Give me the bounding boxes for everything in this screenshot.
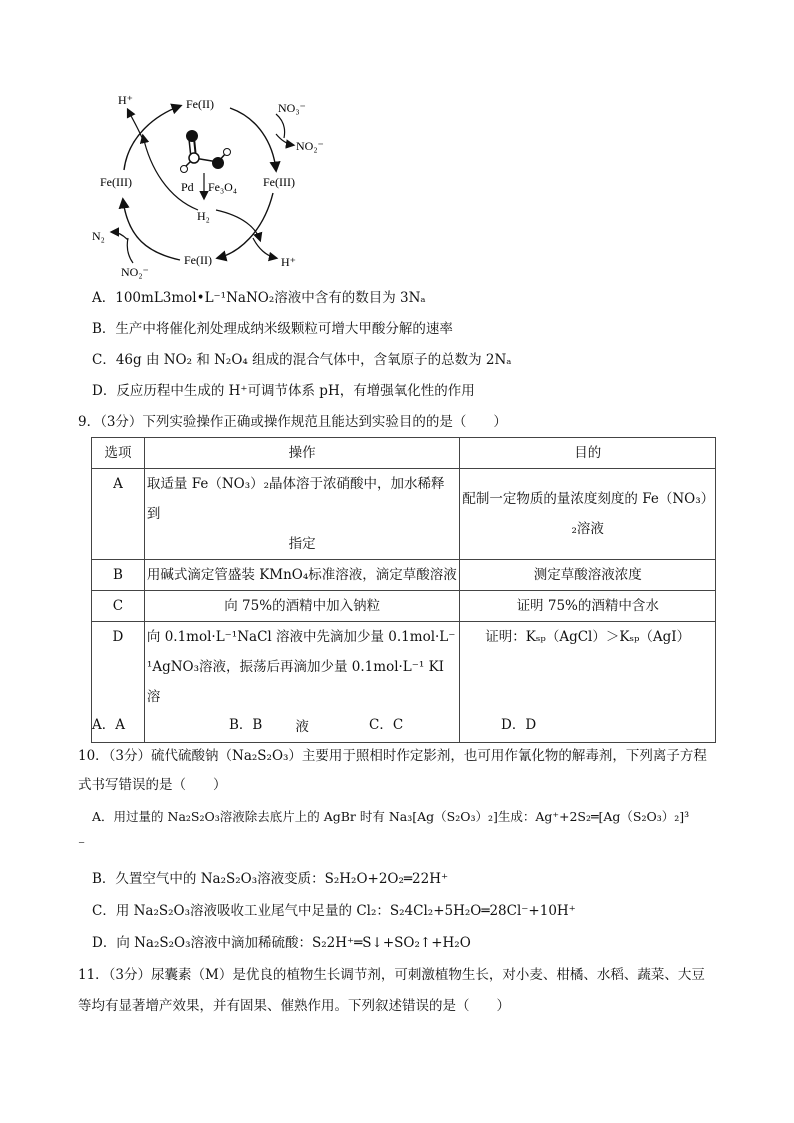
- q8-choice-d: D．反应历程中生成的 H⁺可调节体系 pH，有增强氧化性的作用: [92, 383, 475, 399]
- branch-h-plus-br: [253, 238, 276, 258]
- row-operation: 向 75%的酒精中加入钠粒: [144, 591, 460, 622]
- row-goal: [460, 469, 716, 560]
- table-row: [92, 560, 716, 591]
- op-line: 液: [295, 719, 309, 735]
- header-operation: 操作: [144, 438, 460, 469]
- q8-choice-b: B．生产中将催化剂处理成纳米级颗粒可增大甲酸分解的速率: [92, 321, 453, 337]
- goal-line: ₂溶液: [571, 521, 604, 537]
- row-option: A: [92, 469, 145, 560]
- row-option: B: [92, 560, 145, 591]
- q10-choice-a-cont: ⁻: [78, 837, 86, 853]
- label-fe2-bottom: Fe(II): [184, 253, 212, 267]
- q9-stem: 9．（3分）下列实验操作正确或操作规范且能达到实验目的的是（ ）: [78, 414, 507, 430]
- table-row: [92, 591, 716, 622]
- row-operation: [144, 622, 460, 743]
- op-line: 取适量 Fe（NO₃）₂晶体溶于浓硝酸中，加水稀释到: [146, 476, 445, 522]
- q9-choice-b: B．B: [229, 717, 263, 733]
- q10-choice-a: A．用过量的 Na₂S₂O₃溶液除去底片上的 AgBr 时有 Na₃[Ag（S₂O₃）₂]生成：Ag⁺+2S₂═[Ag（S₂O₃）₂]³: [92, 809, 690, 824]
- q9-options-table: [91, 437, 716, 743]
- q8-choice-c: C．46g 由 NO₂ 和 N₂O₄ 组成的混合气体中，含氧原子的总数为 2Nₐ: [92, 352, 512, 368]
- arc-top-right: [230, 108, 276, 170]
- q8-choice-a: A．100mL3mol•L⁻¹NaNO₂溶液中含有的数目为 3Nₐ: [92, 290, 426, 306]
- label-fe3-left: Fe(III): [100, 175, 132, 189]
- q10-stem-line1: 10．（3分）硫代硫酸钠（Na₂S₂O₃）主要用于照相时作定影剂，也可用作氰化物的解毒剂，下列离子方程: [78, 748, 707, 764]
- label-no2-bottom: NO₂⁻: [121, 265, 149, 279]
- table-row: [92, 622, 716, 743]
- label-pd: Pd: [181, 180, 194, 194]
- q10-choice-d: D．向 Na₂S₂O₃溶液中滴加稀硫酸：S₂2H⁺═S↓+SO₂↑+H₂O: [92, 935, 471, 951]
- inner-h2-to-fe3: [216, 210, 260, 240]
- catalytic-cycle-diagram: [88, 88, 348, 288]
- op-line: 指定: [288, 536, 316, 552]
- q9-choice-a: A．A: [92, 717, 125, 733]
- arc-left-top: [124, 106, 180, 170]
- label-fe2-top: Fe(II): [186, 97, 214, 111]
- table-row: [92, 469, 716, 560]
- label-h-plus-tl: H⁺: [118, 93, 133, 107]
- table-header-row: [92, 438, 716, 469]
- branch-h-plus-tl: [128, 110, 143, 140]
- branch-no2-bottom: [127, 238, 133, 263]
- arc-bottom-left: [123, 200, 180, 260]
- label-n2: N₂: [92, 229, 105, 243]
- op-line: 向 0.1mol·L⁻¹NaCl 溶液中先滴加少量 0.1mol·L⁻: [146, 629, 456, 645]
- formic-acid-molecule-icon: [181, 130, 231, 173]
- q10-choice-c: C．用 Na₂S₂O₃溶液吸收工业尾气中足量的 Cl₂：S₂4Cl₂+5H₂O═28Cl⁻+10H⁺: [92, 903, 576, 919]
- label-fe3o4: Fe₃O₄: [208, 180, 238, 194]
- label-no2-right: NO₂⁻: [296, 139, 324, 153]
- header-goal: 目的: [460, 438, 716, 469]
- row-option: C: [92, 591, 145, 622]
- row-goal: 证明：Kₛₚ（AgCl）＞Kₛₚ（AgI）: [460, 622, 716, 743]
- q10-stem-line2: 式书写错误的是（ ）: [78, 777, 227, 793]
- q11-stem-line2: 等均有显著增产效果，并有固果、催熟作用。下列叙述错误的是（ ）: [78, 998, 510, 1014]
- q9-choice-d: D．D: [501, 717, 537, 733]
- op-line: ¹AgNO₃溶液，振荡后再滴加少量 0.1mol·L⁻¹ KI 溶: [146, 659, 445, 705]
- row-option: D: [92, 622, 145, 743]
- label-h-plus-br: H⁺: [281, 255, 296, 269]
- label-h2: H₂: [197, 209, 210, 223]
- q10-choice-b: B．久置空气中的 Na₂S₂O₃溶液变质：S₂H₂O+2O₂═22H⁺: [92, 871, 449, 887]
- goal-line: 配制一定物质的量浓度刻度的 Fe（NO₃）: [462, 491, 715, 507]
- arc-right-bottom: [218, 193, 273, 258]
- header-option: 选项: [92, 438, 145, 469]
- label-fe3-right: Fe(III): [263, 175, 295, 189]
- row-goal: 测定草酸溶液浓度: [460, 560, 716, 591]
- row-operation: [144, 469, 460, 560]
- row-operation: 用碱式滴定管盛装 KMnO₄标准溶液，滴定草酸溶液: [144, 560, 460, 591]
- branch-n2: [112, 232, 128, 240]
- label-no3: NO₃⁻: [278, 101, 306, 115]
- q11-stem-line1: 11．（3分）尿囊素（M）是优良的植物生长调节剂，可刺激植物生长，对小麦、柑橘、水稻、蔬菜、大豆: [78, 967, 705, 983]
- row-goal: 证明 75%的酒精中含水: [460, 591, 716, 622]
- q9-choice-c: C．C: [369, 717, 404, 733]
- branch-no3: [276, 114, 285, 138]
